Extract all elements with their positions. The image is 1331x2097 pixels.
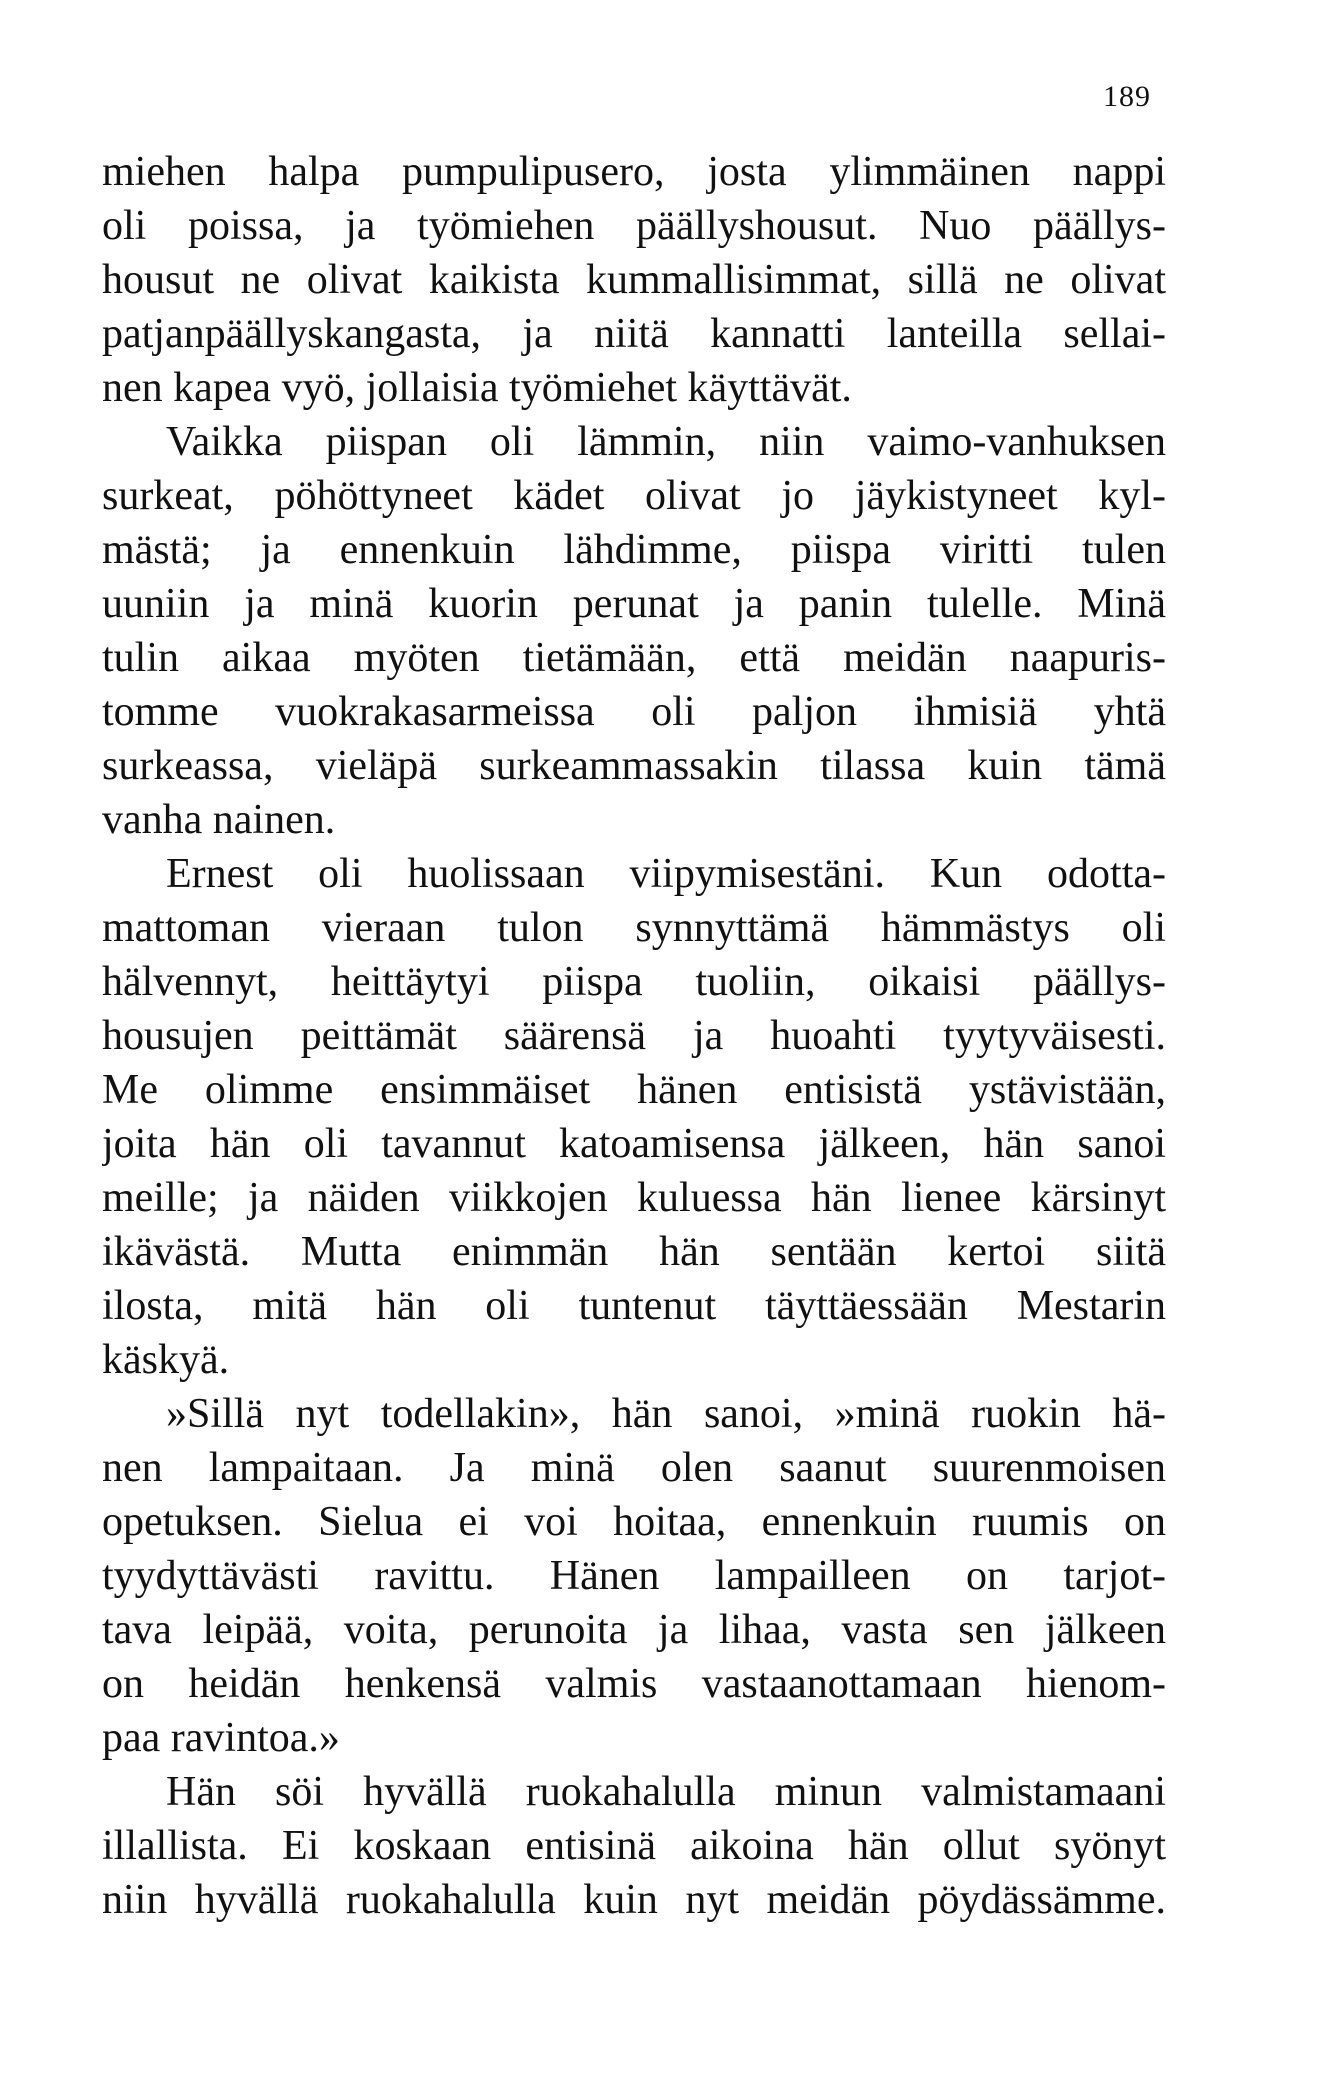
text-line: ilosta, mitä hän oli tuntenut täyttäessään Mestarin [102,1283,1166,1329]
body-text [102,145,1166,1927]
text-line: tulin aikaa myöten tietämään, että meidän naapuris- [102,635,1166,681]
text-line: uuniin ja minä kuorin perunat ja panin tulelle. Minä [102,581,1166,627]
text-line: Ernest oli huolissaan viipymisestäni. Kun odotta- [166,851,1166,897]
text-line: »Sillä nyt todellakin», hän sanoi, »minä ruokin hä- [166,1391,1166,1437]
text-line: illallista. Ei koskaan entisinä aikoina hän ollut syönyt [102,1823,1166,1869]
text-line: käskyä. [102,1337,230,1383]
text-line: nen lampaitaan. Ja minä olen saanut suurenmoisen [102,1445,1166,1491]
text-line: Vaikka piispan oli lämmin, niin vaimo-vanhuksen [166,419,1166,465]
text-line: tyydyttävästi ravittu. Hänen lampailleen on tarjot- [102,1553,1166,1599]
text-line: meille; ja näiden viikkojen kuluessa hän lienee kärsinyt [102,1175,1166,1221]
text-line: vanha nainen. [102,797,336,843]
text-line: niin hyvällä ruokahalulla kuin nyt meidän pöydässämme. [102,1877,1166,1923]
text-line: patjanpäällyskangasta, ja niitä kannatti lanteilla sellai- [102,311,1166,357]
text-line: on heidän henkensä valmis vastaanottamaan hienom- [102,1661,1166,1707]
text-line: nen kapea vyö, jollaisia työmiehet käyttävät. [102,365,852,411]
page-number: 189 [1103,80,1151,113]
text-line: tomme vuokrakasarmeissa oli paljon ihmisiä yhtä [102,689,1166,735]
text-line: ikävästä. Mutta enimmän hän sentään kertoi siitä [102,1229,1166,1275]
text-line: oli poissa, ja työmiehen päällyshousut. Nuo päällys- [102,203,1166,249]
text-line: mästä; ja ennenkuin lähdimme, piispa viritti tulen [102,527,1166,573]
text-line: hälvennyt, heittäytyi piispa tuoliin, oikaisi päällys- [102,959,1166,1005]
text-line: miehen halpa pumpulipusero, josta ylimmäinen nappi [102,149,1166,195]
text-line: Me olimme ensimmäiset hänen entisistä ystävistään, [102,1067,1166,1113]
text-line: surkeat, pöhöttyneet kädet olivat jo jäykistyneet kyl- [102,473,1166,519]
text-line: housujen peittämät säärensä ja huoahti tyytyväisesti. [102,1013,1166,1059]
text-line: opetuksen. Sielua ei voi hoitaa, ennenkuin ruumis on [102,1499,1166,1545]
text-line: surkeassa, vieläpä surkeammassakin tilassa kuin tämä [102,743,1166,789]
text-line: Hän söi hyvällä ruokahalulla minun valmistamaani [166,1769,1166,1815]
text-line: paa ravintoa.» [102,1715,340,1761]
text-line: housut ne olivat kaikista kummallisimmat, sillä ne olivat [102,257,1166,303]
text-line: mattoman vieraan tulon synnyttämä hämmästys oli [102,905,1166,951]
text-line: tava leipää, voita, perunoita ja lihaa, vasta sen jälkeen [102,1607,1166,1653]
text-line: joita hän oli tavannut katoamisensa jälkeen, hän sanoi [102,1121,1166,1167]
